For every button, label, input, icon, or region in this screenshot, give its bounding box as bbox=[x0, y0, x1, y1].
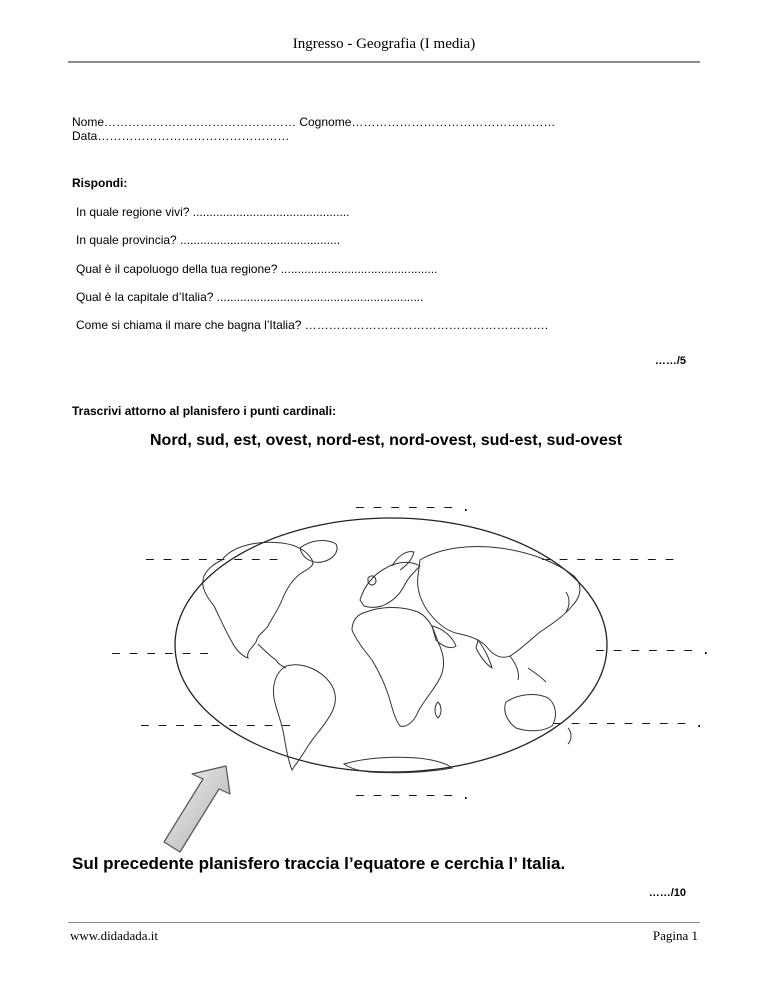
blank-south-west: – – – – – – – – – bbox=[141, 718, 292, 733]
blank-south: – – – – – – . bbox=[356, 788, 471, 803]
south-america-shape bbox=[274, 665, 336, 770]
scandinavia-shape bbox=[392, 552, 414, 570]
final-instruction: Sul precedente planisfero traccia l’equatore e cerchia l’ Italia. bbox=[72, 854, 566, 873]
world-map bbox=[175, 518, 607, 773]
section1-heading: Rispondi: bbox=[72, 176, 128, 190]
blank-north-east: – – – – – – – – bbox=[542, 552, 675, 567]
europe-shape bbox=[360, 562, 420, 607]
australia-shape bbox=[505, 695, 556, 731]
blank-south-east: – – – – – – – – . bbox=[554, 716, 705, 731]
blank-west: – – – – – – bbox=[112, 646, 210, 661]
central-america-shape bbox=[258, 644, 286, 668]
africa-shape bbox=[352, 608, 444, 727]
blank-east: – – – – – – . bbox=[596, 643, 711, 658]
page-header-title: Ingresso - Geografia (I media) bbox=[292, 36, 476, 52]
blank-north-west: – – – – – – – – bbox=[146, 552, 279, 567]
question-province: In quale provincia? ................................................ bbox=[76, 233, 341, 247]
antarctica-shape bbox=[344, 757, 452, 773]
section2-heading: Trascrivi attorno al planisfero i punti cardinali: bbox=[72, 404, 337, 418]
madagascar-shape bbox=[435, 702, 441, 718]
arrow-pointer-icon bbox=[164, 766, 230, 852]
map-outline-ellipse bbox=[175, 518, 607, 772]
question-sea: Come si chiama il mare che bagna l’Italia? ……………………………………………………. bbox=[76, 318, 549, 332]
section3-score: ……/10 bbox=[648, 887, 686, 899]
student-info-line: Nome………………………………………… Cognome…………………………………………… Data………………………………………… bbox=[72, 115, 556, 143]
footer-divider bbox=[68, 922, 700, 923]
question-regional-capital: Qual è il capoluogo della tua regione? ............................................... bbox=[76, 262, 438, 276]
section1-score: ……/5 bbox=[654, 355, 686, 367]
footer-page-number: Pagina 1 bbox=[652, 928, 698, 943]
cardinal-points-list: Nord, sud, est, ovest, nord-est, nord-ovest, sud-est, sud-ovest bbox=[150, 432, 623, 449]
question-capital-italy: Qual è la capitale d’Italia? .............................................................. bbox=[76, 290, 424, 304]
footer-website: www.didadada.it bbox=[70, 928, 158, 943]
question-region: In quale regione vivi? ............................................... bbox=[76, 205, 350, 219]
japan-shape bbox=[566, 592, 569, 612]
north-america-shape bbox=[203, 542, 313, 658]
uk-shape bbox=[368, 576, 376, 585]
new-zealand-shape bbox=[568, 728, 571, 744]
southeast-asia-shape bbox=[510, 656, 546, 682]
arabia-shape bbox=[432, 626, 456, 648]
blank-north: – – – – – – . bbox=[356, 500, 471, 515]
